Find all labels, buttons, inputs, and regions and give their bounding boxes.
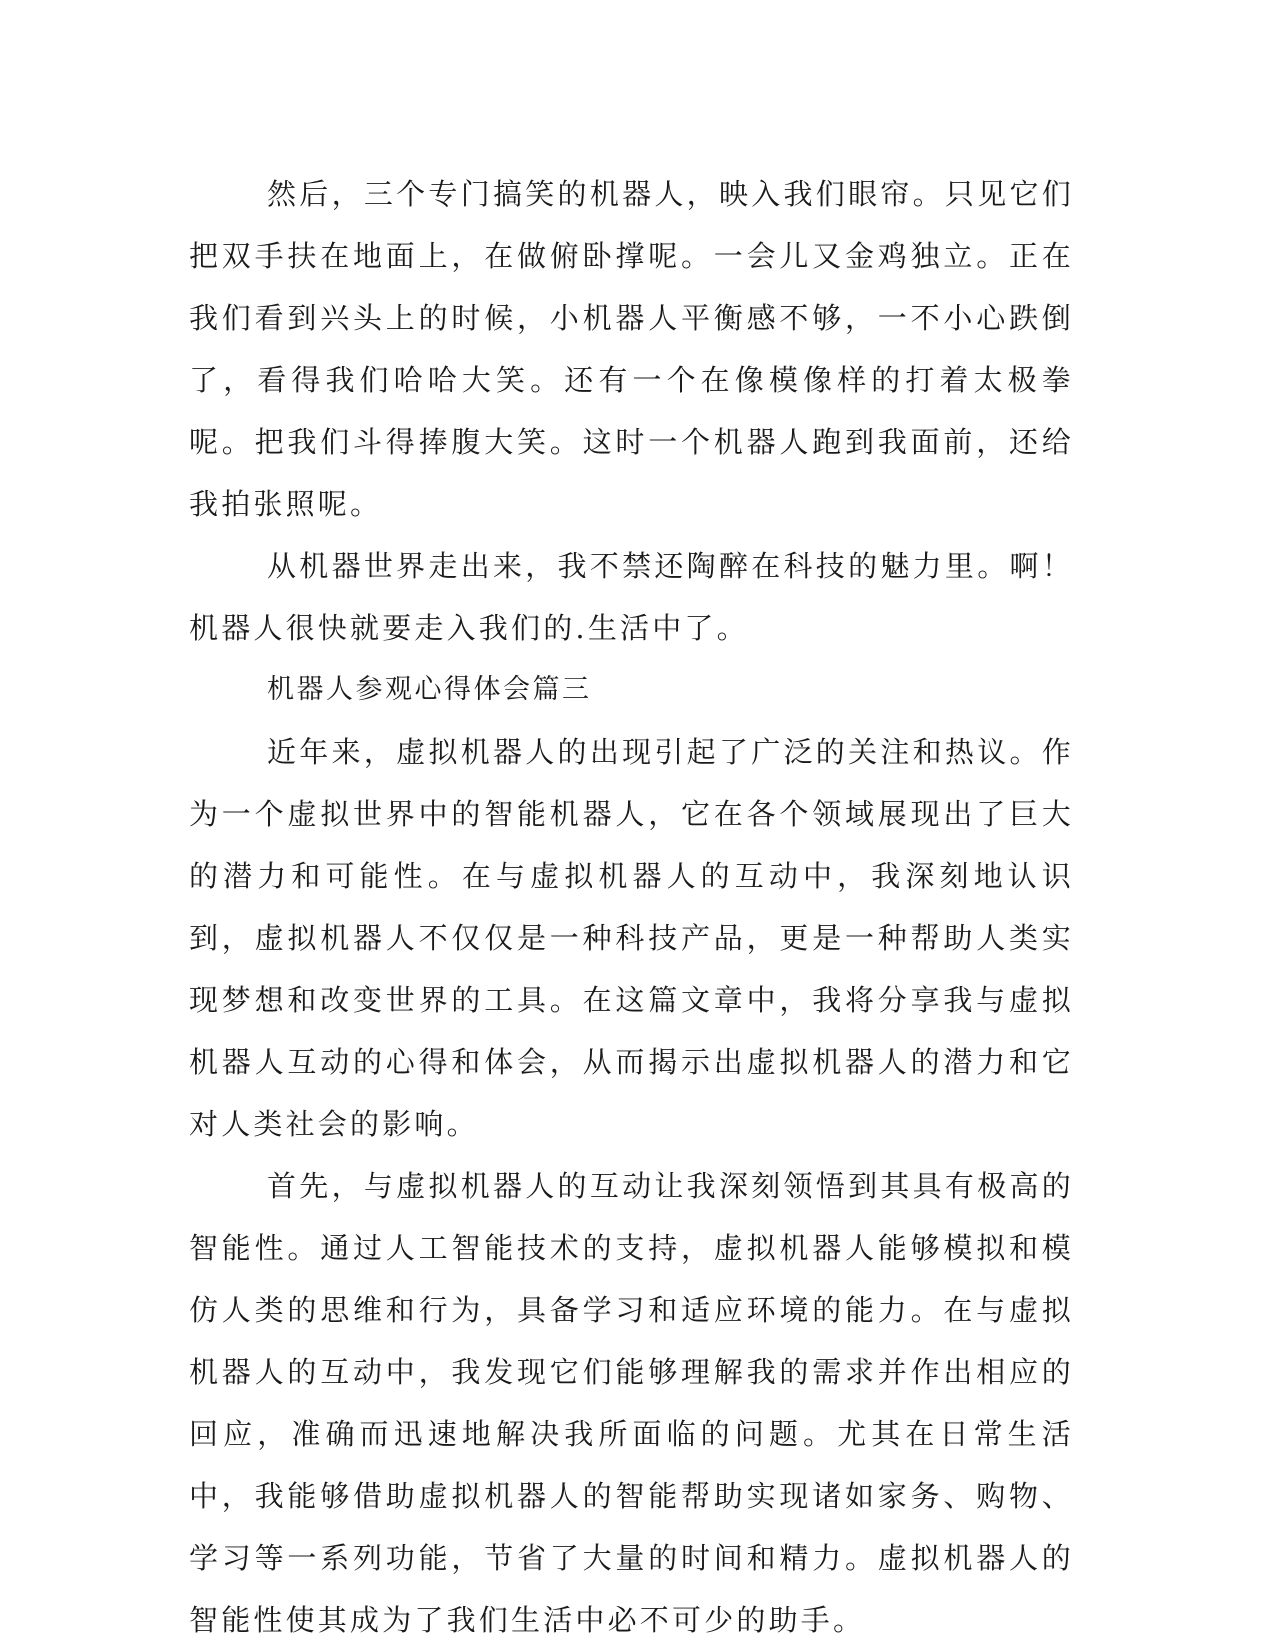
paragraph-leaving-robot-world: 从机器世界走出来，我不禁还陶醉在科技的魅力里。啊！机器人很快就要走入我们的.生活中了。: [189, 549, 1074, 645]
paragraph-robot-comedy: 然后，三个专门搞笑的机器人，映入我们眼帘。只见它们把双手扶在地面上，在做俯卧撑呢。一会儿又金鸡独立。正在我们看到兴头上的时候，小机器人平衡感不够，一不小心跌倒了，看得我们哈哈大笑。还有一个在像模像样的打着太极拳呢。把我们斗得捧腹大笑。这时一个机器人跑到我面前，还给我拍张照呢。: [189, 177, 1074, 521]
paragraph-virtual-robot-intro: 近年来，虚拟机器人的出现引起了广泛的关注和热议。作为一个虚拟世界中的智能机器人，它在各个领域展现出了巨大的潜力和可能性。在与虚拟机器人的互动中，我深刻地认识到，虚拟机器人不仅仅是一种科技产品，更是一种帮助人类实现梦想和改变世界的工具。在这篇文章中，我将分享我与虚拟机器人互动的心得和体会，从而揭示出虚拟机器人的潜力和它对人类社会的影响。: [189, 735, 1074, 1141]
document-body: [189, 163, 1074, 1651]
section-heading: 机器人参观心得体会篇三: [267, 674, 592, 705]
paragraph-virtual-robot-intelligence: 首先，与虚拟机器人的互动让我深刻领悟到其具有极高的智能性。通过人工智能技术的支持，虚拟机器人能够模拟和模仿人类的思维和行为，具备学习和适应环境的能力。在与虚拟机器人的互动中，我发现它们能够理解我的需求并作出相应的回应，准确而迅速地解决我所面临的问题。尤其在日常生活中，我能够借助虚拟机器人的智能帮助实现诸如家务、购物、学习等一系列功能，节省了大量的时间和精力。虚拟机器人的智能性使其成为了我们生活中必不可少的助手。: [189, 1169, 1074, 1637]
